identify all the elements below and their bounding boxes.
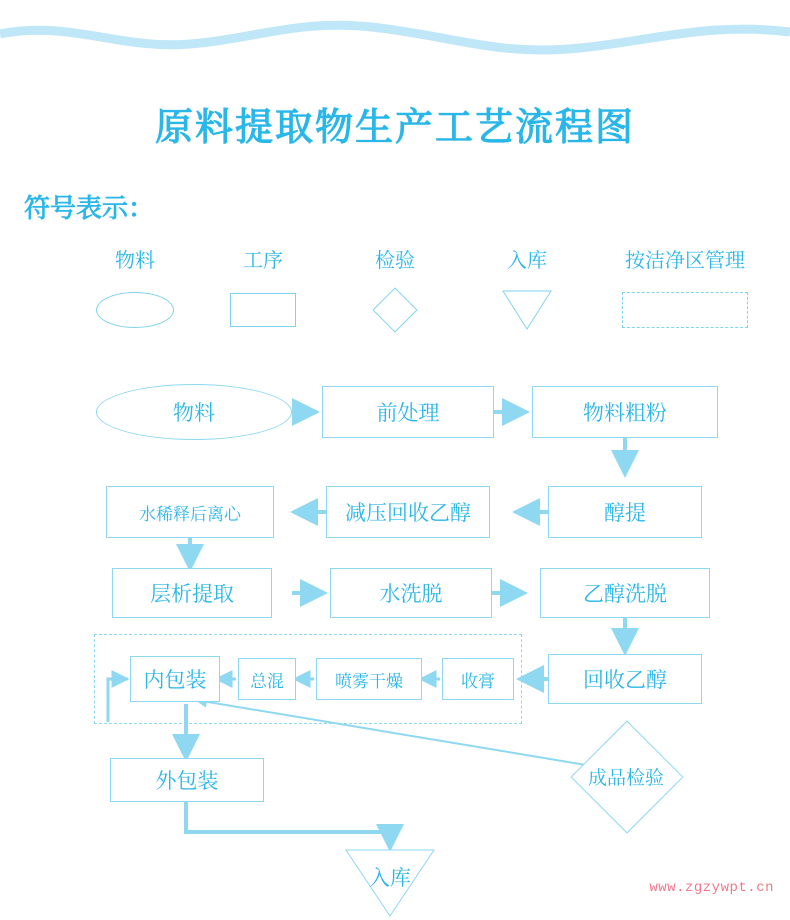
node-warehousing[interactable] — [330, 848, 450, 920]
node-paste-collection[interactable] — [442, 658, 514, 700]
legend-label: 物料 — [115, 250, 155, 272]
watermark: www.zgzywpt.cn — [649, 880, 774, 896]
node-label: 成品检验 — [587, 767, 664, 789]
triangle-icon — [472, 287, 582, 333]
rectangle-icon — [208, 287, 318, 333]
node-label: 回收乙醇 — [583, 669, 667, 692]
legend-item-clean-area — [590, 244, 780, 333]
node-label: 水稀释后离心 — [139, 504, 241, 524]
node-label: 喷雾干燥 — [335, 671, 403, 691]
node-label: 收膏 — [461, 671, 495, 691]
node-label: 入库 — [369, 867, 411, 890]
node-label: 物料 — [173, 402, 215, 425]
node-chromatography[interactable] — [112, 568, 272, 618]
legend-label: 工序 — [243, 250, 283, 272]
legend-item-warehousing — [472, 244, 582, 333]
legend-heading: 符号表示： — [24, 193, 155, 223]
wave-decoration — [0, 0, 790, 64]
legend-label: 入库 — [507, 250, 547, 272]
node-label: 前处理 — [376, 402, 440, 425]
legend-item-material — [80, 244, 190, 333]
node-label: 乙醇洗脱 — [583, 583, 667, 606]
dashed-rectangle-icon — [590, 287, 780, 333]
node-pretreatment[interactable] — [322, 386, 494, 438]
node-water-elution[interactable] — [330, 568, 492, 618]
node-alcohol-extraction[interactable] — [548, 486, 702, 538]
legend — [60, 244, 780, 344]
node-outer-packaging[interactable] — [110, 758, 264, 802]
legend-item-inspection — [340, 244, 450, 333]
process-flowchart — [0, 370, 790, 890]
node-water-dilute-centrifuge[interactable] — [106, 486, 274, 538]
node-label: 醇提 — [604, 502, 646, 525]
ellipse-icon — [80, 287, 190, 333]
node-spray-drying[interactable] — [316, 658, 422, 700]
node-ethanol-elution[interactable] — [540, 568, 710, 618]
node-label: 层析提取 — [150, 583, 234, 606]
node-coarse-powder[interactable] — [532, 386, 718, 438]
node-inner-packaging[interactable] — [130, 656, 220, 702]
node-ethanol-recovery[interactable] — [548, 654, 702, 704]
diamond-icon — [340, 287, 450, 333]
node-label: 外包装 — [155, 770, 219, 793]
node-label: 总混 — [250, 671, 284, 691]
node-total-mixing[interactable] — [238, 658, 296, 700]
legend-label: 检验 — [375, 250, 415, 272]
node-label: 水洗脱 — [379, 583, 443, 606]
node-label: 物料粗粉 — [583, 402, 667, 425]
page-title: 原料提取物生产工艺流程图 — [154, 107, 635, 149]
legend-label: 按洁净区管理 — [625, 250, 745, 272]
legend-item-process — [208, 244, 318, 333]
node-finished-inspection[interactable] — [548, 736, 704, 816]
node-material[interactable] — [96, 384, 292, 440]
node-label: 减压回收乙醇 — [345, 502, 471, 525]
node-ethanol-recovery-vacuum[interactable] — [326, 486, 490, 538]
node-label: 内包装 — [143, 669, 207, 692]
